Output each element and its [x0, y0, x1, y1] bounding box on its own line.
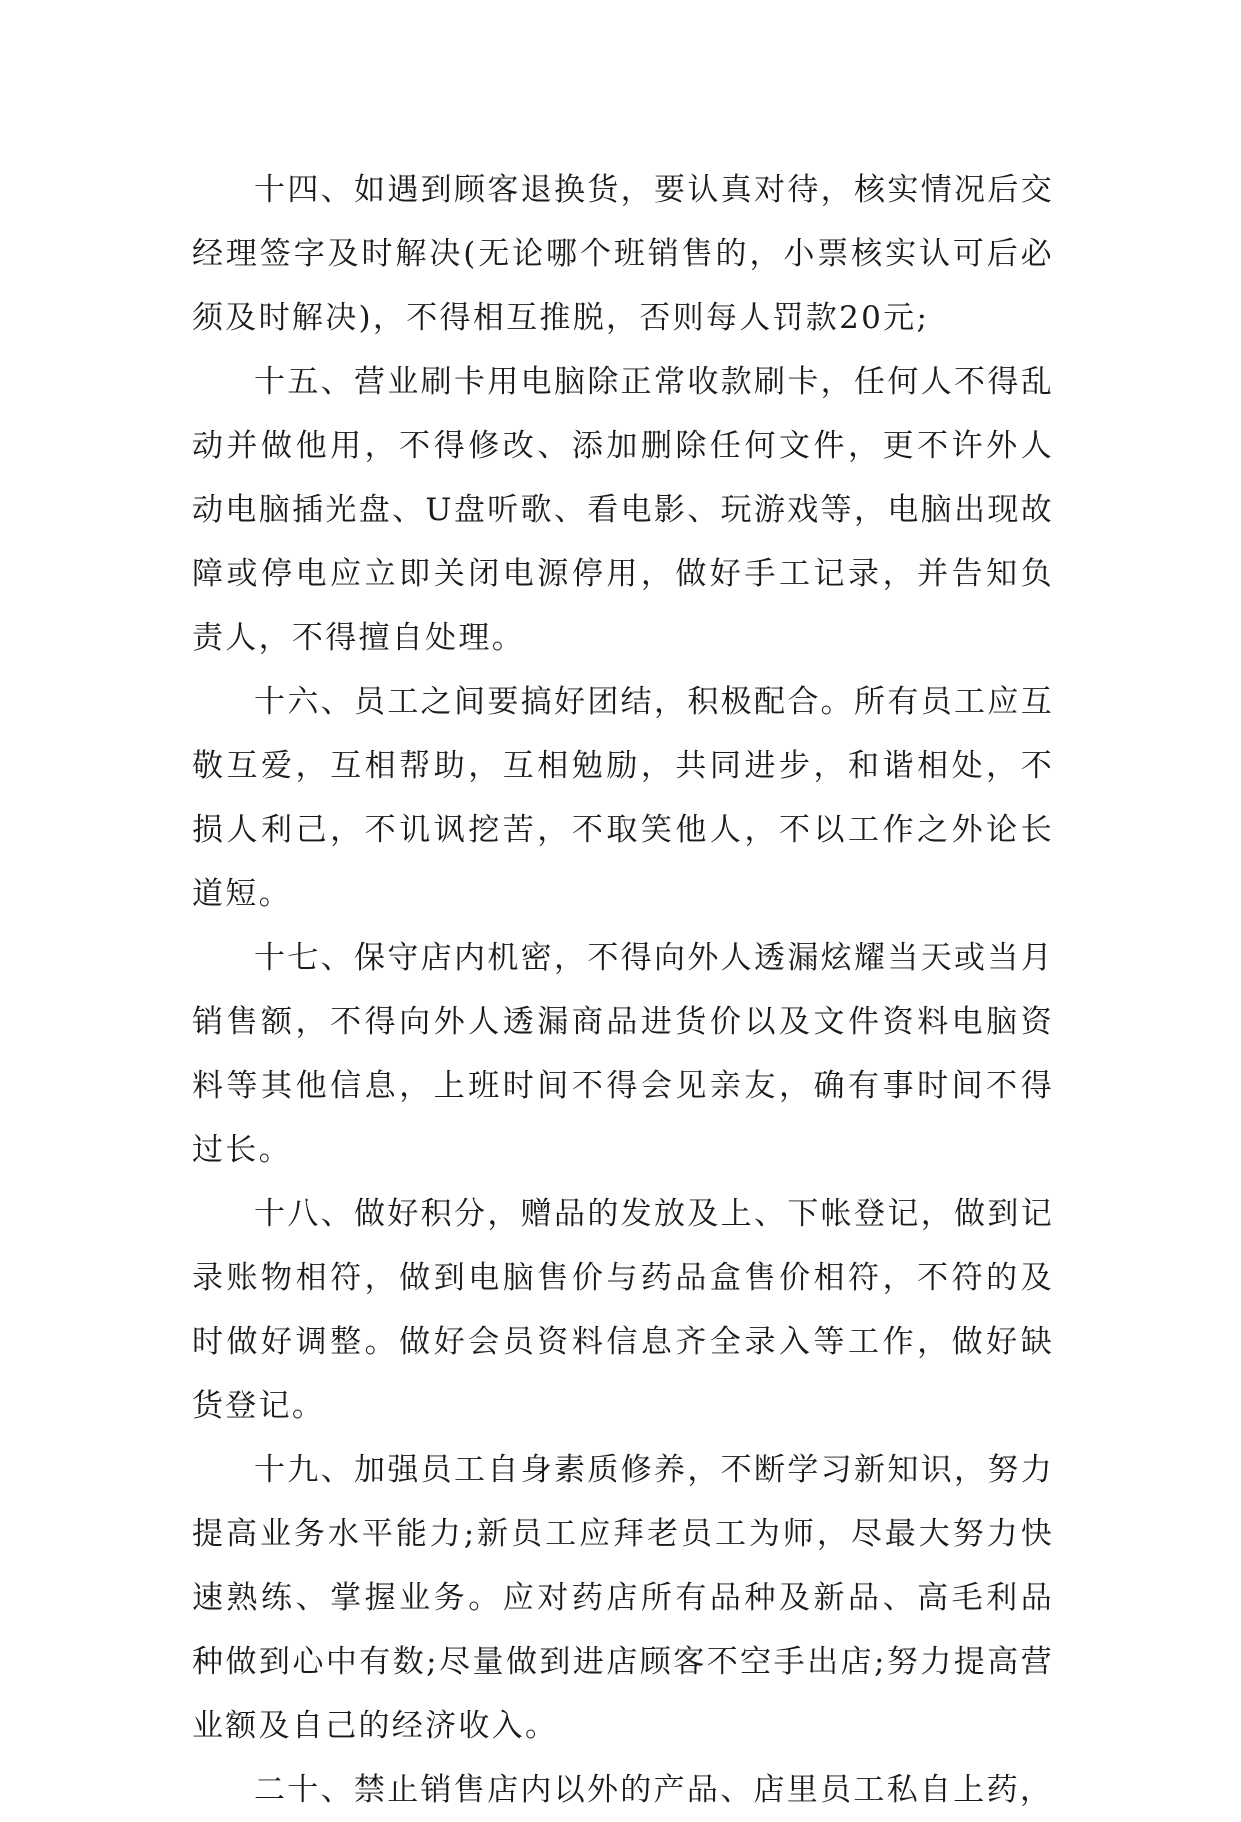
paragraph-rule-17: 十七、保守店内机密，不得向外人透漏炫耀当天或当月销售额，不得向外人透漏商品进货价以及文件资料电脑资料等其他信息，上班时间不得会见亲友，确有事时间不得过长。 — [192, 940, 1054, 1168]
paragraph-rule-20: 二十、禁止销售店内以外的产品、店里员工私自上药， — [254, 1772, 1054, 1808]
paragraph-rule-18: 十八、做好积分，赠品的发放及上、下帐登记，做到记录账物相符，做到电脑售价与药品盒售价相符，不符的及时做好调整。做好会员资料信息齐全录入等工作，做好缺货登记。 — [192, 1196, 1054, 1424]
document-body — [192, 158, 1054, 1822]
paragraph-rule-15: 十五、营业刷卡用电脑除正常收款刷卡，任何人不得乱动并做他用，不得修改、添加删除任何文件，更不许外人动电脑插光盘、U盘听歌、看电影、玩游戏等，电脑出现故障或停电应立即关闭电源停用，做好手工记录，并告知负责人，不得擅自处理。 — [192, 364, 1054, 656]
paragraph-rule-19: 十九、加强员工自身素质修养，不断学习新知识，努力提高业务水平能力;新员工应拜老员工为师，尽最大努力快速熟练、掌握业务。应对药店所有品种及新品、高毛利品种做到心中有数;尽量做到进店顾客不空手出店;努力提高营业额及自己的经济收入。 — [192, 1452, 1054, 1744]
paragraph-rule-14: 十四、如遇到顾客退换货，要认真对待，核实情况后交经理签字及时解决(无论哪个班销售的，小票核实认可后必须及时解决)，不得相互推脱，否则每人罚款20元; — [192, 172, 1054, 336]
paragraph-rule-16: 十六、员工之间要搞好团结，积极配合。所有员工应互敬互爱，互相帮助，互相勉励，共同进步，和谐相处，不损人利己，不讥讽挖苦，不取笑他人，不以工作之外论长道短。 — [192, 684, 1054, 912]
